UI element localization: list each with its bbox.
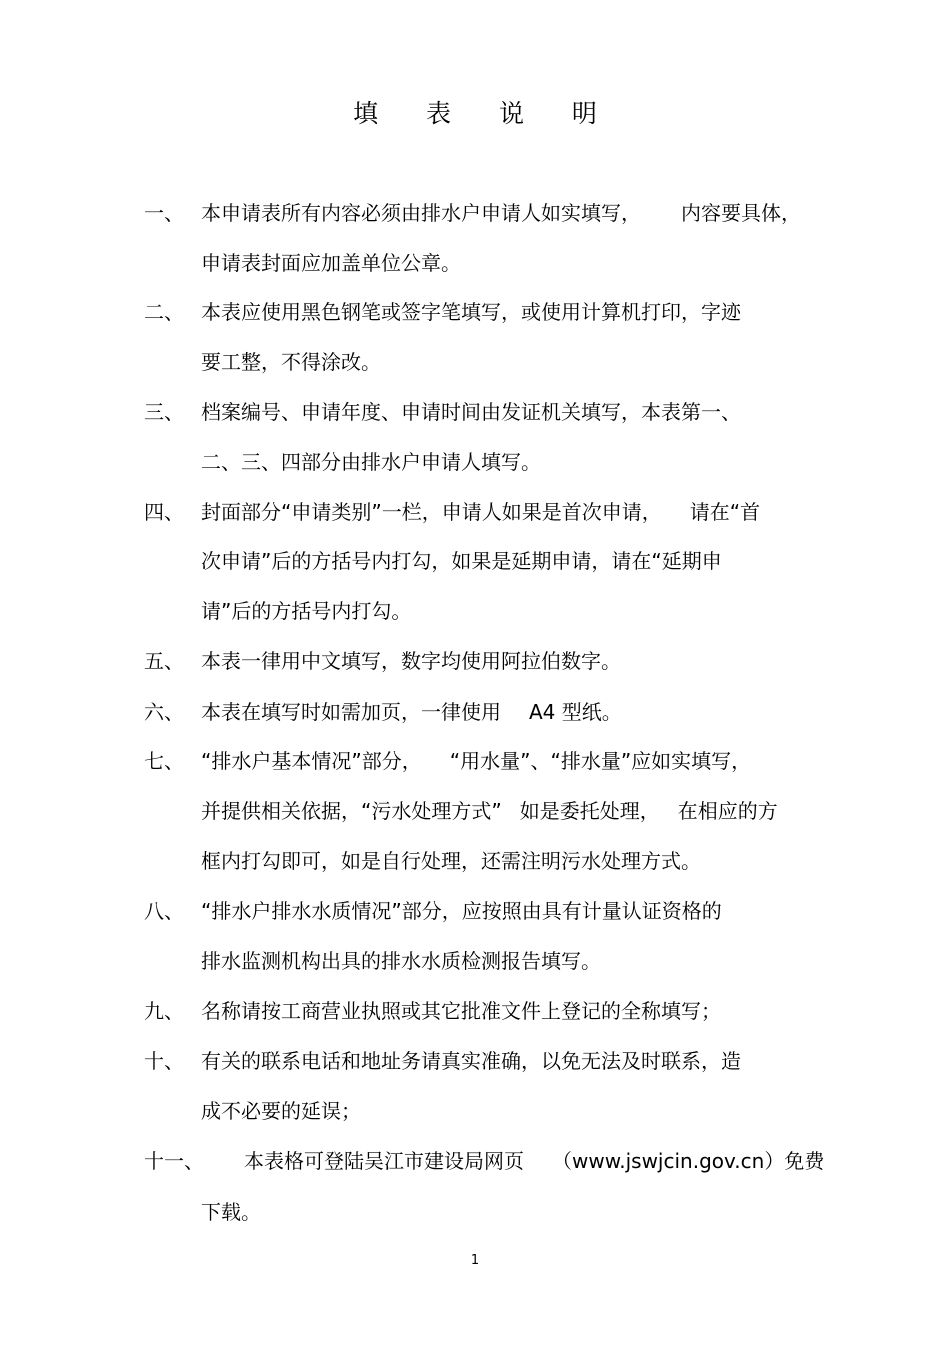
text-segment: 本表在填写时如需加页，一律使用 <box>201 700 501 724</box>
item-number: 十一、 <box>144 1149 204 1173</box>
text-segment: （www.jswjcin.gov.cn）免费 <box>552 1149 825 1173</box>
item-text-line: 有关的联系电话和地址务请真实准确，以免无法及时联系，造 <box>201 1049 741 1073</box>
text-segment: 如是委托处理， <box>519 799 660 823</box>
text-segment: “排水户基本情况”部分， <box>201 749 422 773</box>
item-text-line: 二、三、四部分由排水户申请人填写。 <box>201 450 541 474</box>
item-text-line: 次申请”后的方括号内打勾，如果是延期申请，请在“延期申 <box>201 549 722 573</box>
item-number: 八、 <box>144 899 184 923</box>
text-segment: 并提供相关依据，“污水处理方式” <box>201 799 502 823</box>
item-text-line <box>201 697 622 727</box>
item-text-line: 申请表封面应加盖单位公章。 <box>201 251 461 275</box>
item-number: 六、 <box>144 700 184 724</box>
text-segment: “用水量”、“排水量”应如实填写， <box>449 749 752 773</box>
item-text-line <box>201 796 778 826</box>
item-text-line: 排水监测机构出具的排水水质检测报告填写。 <box>201 949 601 973</box>
item-text-line: 请”后的方括号内打勾。 <box>201 599 412 623</box>
page-title: 填 表 说 明 <box>353 99 617 128</box>
text-segment: 请在“首 <box>689 500 761 524</box>
text-segment: 在相应的方 <box>677 799 778 823</box>
item-number: 七、 <box>144 749 184 773</box>
text-segment: A4 型纸。 <box>529 700 622 724</box>
item-text-line: 成不必要的延误； <box>201 1099 361 1123</box>
text-segment: 本表格可登陆吴江市建设局网页 <box>244 1149 524 1173</box>
item-text-line: 本表应使用黑色钢笔或签字笔填写，或使用计算机打印，字迹 <box>201 300 741 324</box>
item-number: 九、 <box>144 999 184 1023</box>
item-text-line: 名称请按工商营业执照或其它批准文件上登记的全称填写； <box>201 999 721 1023</box>
item-text-line <box>201 746 751 776</box>
item-text-line: 档案编号、申请年度、申请时间由发证机关填写，本表第一、 <box>201 400 741 424</box>
item-number: 二、 <box>144 300 184 324</box>
text-segment: 内容要具体， <box>681 201 801 225</box>
item-number: 四、 <box>144 500 184 524</box>
item-text-line <box>201 198 801 228</box>
item-text-line: “排水户排水水质情况”部分，应按照由具有计量认证资格的 <box>201 899 722 923</box>
text-segment: 封面部分“申请类别”一栏，申请人如果是首次申请， <box>201 500 662 524</box>
item-text-line: 本表一律用中文填写，数字均使用阿拉伯数字。 <box>201 649 621 673</box>
item-text-line <box>244 1146 824 1176</box>
item-number: 一、 <box>144 201 184 225</box>
item-number: 五、 <box>144 649 184 673</box>
item-number: 三、 <box>144 400 184 424</box>
item-text-line: 框内打勾即可，如是自行处理，还需注明污水处理方式。 <box>201 849 701 873</box>
item-text-line: 下载。 <box>201 1200 261 1224</box>
item-text-line <box>201 497 760 527</box>
item-number: 十、 <box>144 1049 184 1073</box>
page-number: 1 <box>470 1253 480 1268</box>
text-segment: 本申请表所有内容必须由排水户申请人如实填写， <box>201 201 641 225</box>
item-text-line: 要工整，不得涂改。 <box>201 350 381 374</box>
